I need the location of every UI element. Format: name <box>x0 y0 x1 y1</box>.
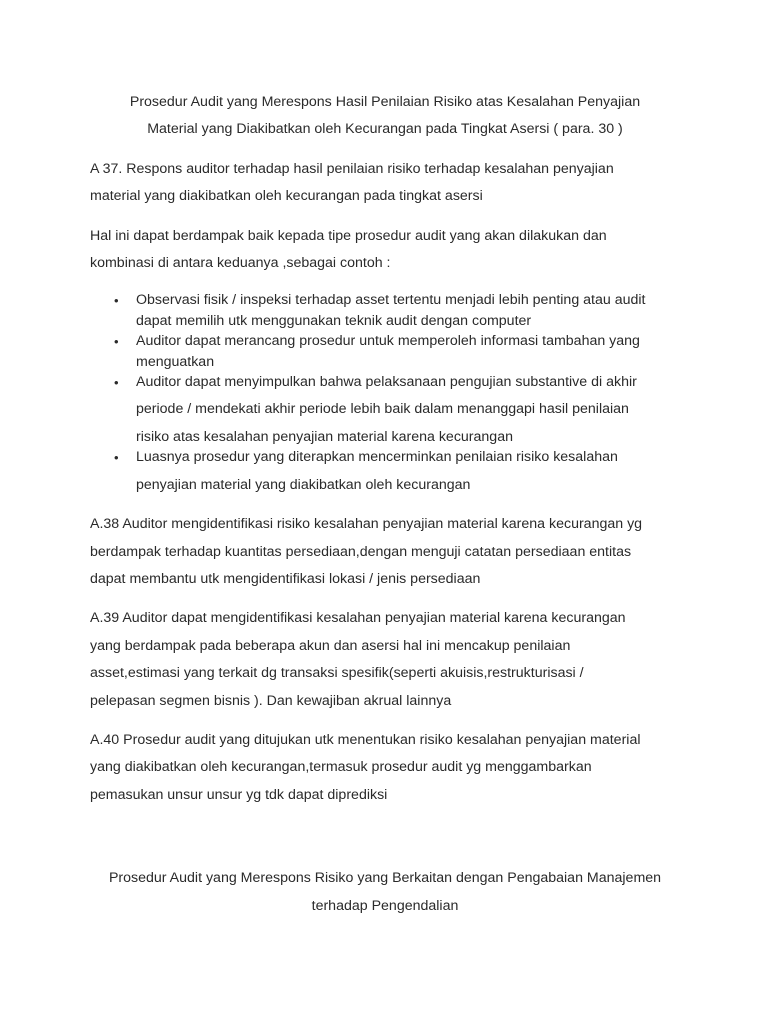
intro-line-1: Hal ini dapat berdampak baik kepada tipe prosedur audit yang akan dilakukan dan <box>90 227 607 244</box>
bullet-3-line-3: risiko atas kesalahan penyajian material karena kecurangan <box>136 428 513 445</box>
heading-2-line-2: terhadap Pengendalian <box>311 897 459 914</box>
heading-2-line-1: Prosedur Audit yang Merespons Risiko yang Berkaitan dengan Pengabaian Manajemen <box>108 870 662 887</box>
bullet-dot-icon: • <box>114 450 119 466</box>
bullet-dot-icon: • <box>114 293 119 309</box>
a39-line-4: pelepasan segmen bisnis ). Dan kewajiban akrual lainnya <box>90 692 452 709</box>
paragraph-a38 <box>90 511 680 593</box>
intro-line-2: kombinasi di antara keduanya ,sebagai contoh : <box>90 255 391 272</box>
bullet-3-line-1: Auditor dapat menyimpulkan bahwa pelaksanaan pengujian substantive di akhir <box>136 374 637 391</box>
bullet-dot-icon: • <box>114 334 119 350</box>
paragraph-a37 <box>90 156 680 211</box>
section-heading-2 <box>90 865 680 920</box>
a39-line-3: asset,estimasi yang terkait dg transaksi spesifik(seperti akuisis,restrukturisasi / <box>90 665 584 682</box>
a39-line-1: A.39 Auditor dapat mengidentifikasi kesalahan penyajian material karena kecurangan <box>90 610 626 627</box>
a40-line-2: yang diakibatkan oleh kecurangan,termasuk prosedur audit yg menggambarkan <box>90 759 592 776</box>
bullet-item <box>90 369 680 451</box>
a40-line-3: pemasukan unsur unsur yg tdk dapat diprediksi <box>90 786 388 803</box>
bullet-3-line-2: periode / mendekati akhir periode lebih baik dalam menanggapi hasil penilaian <box>136 401 629 418</box>
bullet-item <box>90 444 680 499</box>
a37-line-2: material yang diakibatkan oleh kecurangan pada tingkat asersi <box>90 188 483 205</box>
a39-line-2: yang berdampak pada beberapa akun dan asersi hal ini mencakup penilaian <box>90 637 571 654</box>
document-page <box>90 89 680 920</box>
paragraph-intro <box>90 223 680 278</box>
bullet-2-line-1: Auditor dapat merancang prosedur untuk memperoleh informasi tambahan yang <box>136 333 640 350</box>
bullet-2-line-2: menguatkan <box>136 353 215 370</box>
section-heading-1 <box>90 89 680 144</box>
paragraph-a39 <box>90 605 680 715</box>
bullet-4-line-1: Luasnya prosedur yang diterapkan mencerminkan penilaian risiko kesalahan <box>136 449 618 466</box>
bullet-1-line-2: dapat memilih utk menggunakan teknik audit dengan computer <box>136 312 532 329</box>
a37-line-1: A 37. Respons auditor terhadap hasil penilaian risiko terhadap kesalahan penyajian <box>90 160 614 177</box>
heading-1-line-1: Prosedur Audit yang Merespons Hasil Penilaian Risiko atas Kesalahan Penyajian <box>129 94 641 110</box>
a38-line-2: berdampak terhadap kuantitas persediaan,dengan menguji catatan persediaan entitas <box>90 543 632 560</box>
heading-1-line-2: Material yang Diakibatkan oleh Kecurangan pada Tingkat Asersi ( para. 30 ) <box>147 121 623 138</box>
a38-line-1: A.38 Auditor mengidentifikasi risiko kesalahan penyajian material karena kecurangan yg <box>90 516 643 533</box>
bullet-list <box>90 287 680 499</box>
paragraph-a40 <box>90 727 680 809</box>
bullet-dot-icon: • <box>114 375 119 391</box>
bullet-4-line-2: penyajian material yang diakibatkan oleh kecurangan <box>136 476 471 493</box>
a38-line-3: dapat membantu utk mengidentifikasi lokasi / jenis persediaan <box>90 570 481 587</box>
a40-line-1: A.40 Prosedur audit yang ditujukan utk menentukan risiko kesalahan penyajian material <box>90 731 641 748</box>
bullet-1-line-1: Observasi fisik / inspeksi terhadap asset tertentu menjadi lebih penting atau audit <box>136 292 646 309</box>
